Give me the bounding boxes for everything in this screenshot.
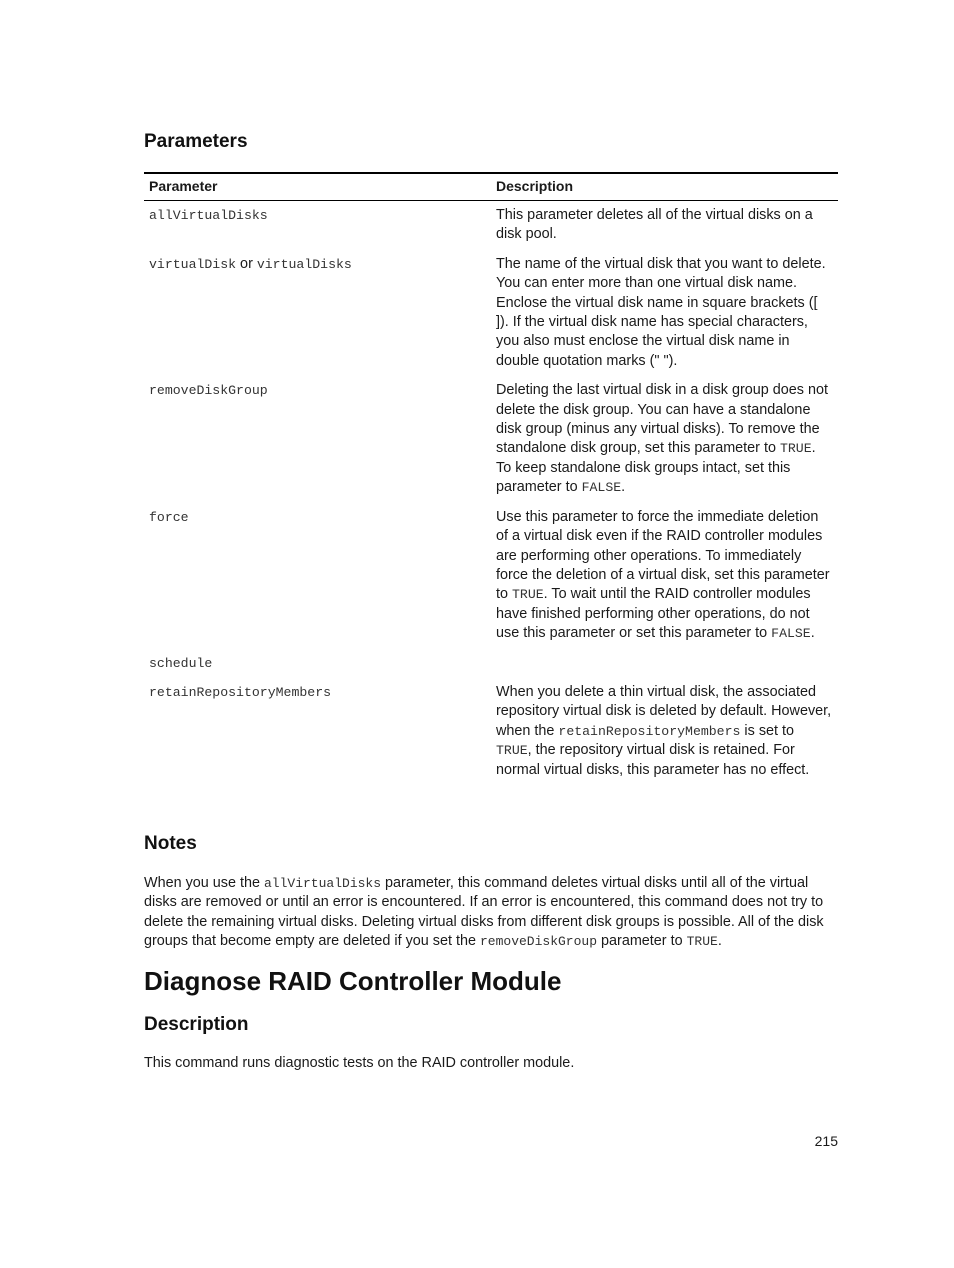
param-code: retainRepositoryMembers	[149, 684, 332, 700]
param-code: virtualDisk	[149, 256, 237, 272]
param-joiner: or	[236, 255, 257, 272]
document-page	[144, 0, 838, 1268]
param-name-cell	[144, 250, 491, 376]
notes-code: allVirtualDisks	[264, 876, 382, 891]
desc-code: retainRepositoryMembers	[558, 723, 741, 739]
page-number: 215	[814, 1133, 838, 1149]
column-header-parameter: Parameter	[144, 173, 491, 201]
desc-text: Use this parameter to force the immediate deletion of a virtual disk even if the RAID controller modules are performing other operations. To immediately force the deletion of a virtual disk, set this parameter to	[496, 508, 830, 603]
param-name-cell	[144, 376, 491, 502]
desc-text: . To wait until the RAID controller modules have finished performing other operations, do not use this parameter or set this parameter to	[496, 586, 811, 642]
desc-text: When you delete a thin virtual disk, the associated repository virtual disk is deleted by default. However, when the	[496, 683, 832, 739]
notes-text: .	[717, 933, 722, 950]
param-description-cell	[491, 376, 838, 502]
notes-text: parameter, this command deletes virtual disks until all of the virtual disks are removed or until an error is encountered. If an error is encountered, this command does not try to delete the remaining virtual disks. Deleting virtual disks from different disk groups is possible. All of the disk groups that become empty are deleted if you set the	[144, 875, 824, 950]
param-description-cell	[491, 649, 838, 678]
description-heading: Description	[144, 1014, 249, 1035]
section-title: Diagnose RAID Controller Module	[144, 966, 562, 996]
param-code: removeDiskGroup	[149, 383, 268, 399]
desc-text: .	[621, 479, 626, 496]
param-name-cell	[144, 649, 491, 678]
desc-text: Deleting the last virtual disk in a disk group does not delete the disk group. You can have a standalone disk group (minus any virtual disks). To remove the standalone disk group, set this parameter to	[496, 382, 828, 457]
desc-code: TRUE	[779, 441, 812, 457]
desc-text: . To keep standalone disk groups intact, set this parameter to	[496, 440, 816, 496]
param-name-cell	[144, 678, 491, 785]
description-paragraph: This command runs diagnostic tests on the RAID controller module.	[144, 1055, 575, 1071]
param-description-cell: The name of the virtual disk that you want to delete. You can enter more than one virtual disk name. Enclose the virtual disk name in square brackets ([ ]). If the virtual disk name has special characters, you also must enclose the virtual disk name in double quotation marks (" ").	[496, 255, 826, 369]
notes-code: TRUE	[686, 934, 718, 950]
table-row	[144, 201, 838, 250]
column-header-description: Description	[491, 173, 838, 201]
desc-text: , the repository virtual disk is retained. For normal virtual disks, this parameter has no effect.	[496, 742, 810, 778]
param-name-cell	[144, 201, 491, 250]
table-row	[144, 503, 838, 649]
desc-text: .	[810, 625, 815, 642]
param-description-cell	[491, 678, 838, 785]
table-row	[144, 250, 838, 376]
notes-heading: Notes	[144, 833, 197, 854]
notes-text: parameter to	[597, 933, 687, 950]
param-description-cell: This parameter deletes all of the virtual disks on a disk pool.	[496, 207, 813, 243]
table-row	[144, 376, 838, 502]
parameters-table	[144, 172, 838, 785]
desc-code: TRUE	[512, 587, 544, 603]
param-name-cell	[144, 503, 491, 649]
table-row	[144, 649, 838, 678]
param-code: schedule	[149, 655, 213, 671]
param-description-cell	[491, 503, 838, 649]
param-code-alt: virtualDisks	[256, 256, 352, 272]
table-header-row	[144, 173, 838, 201]
notes-paragraph	[144, 874, 838, 952]
notes-code: removeDiskGroup	[479, 934, 598, 950]
param-code: allVirtualDisks	[149, 208, 268, 223]
desc-code: FALSE	[771, 626, 811, 642]
table-row	[144, 678, 838, 785]
notes-text: When you use the	[144, 875, 264, 891]
param-code: force	[149, 509, 189, 525]
desc-text: is set to	[740, 722, 795, 739]
desc-code: TRUE	[496, 743, 528, 759]
desc-code: FALSE	[581, 480, 622, 496]
parameters-heading: Parameters	[144, 131, 248, 152]
